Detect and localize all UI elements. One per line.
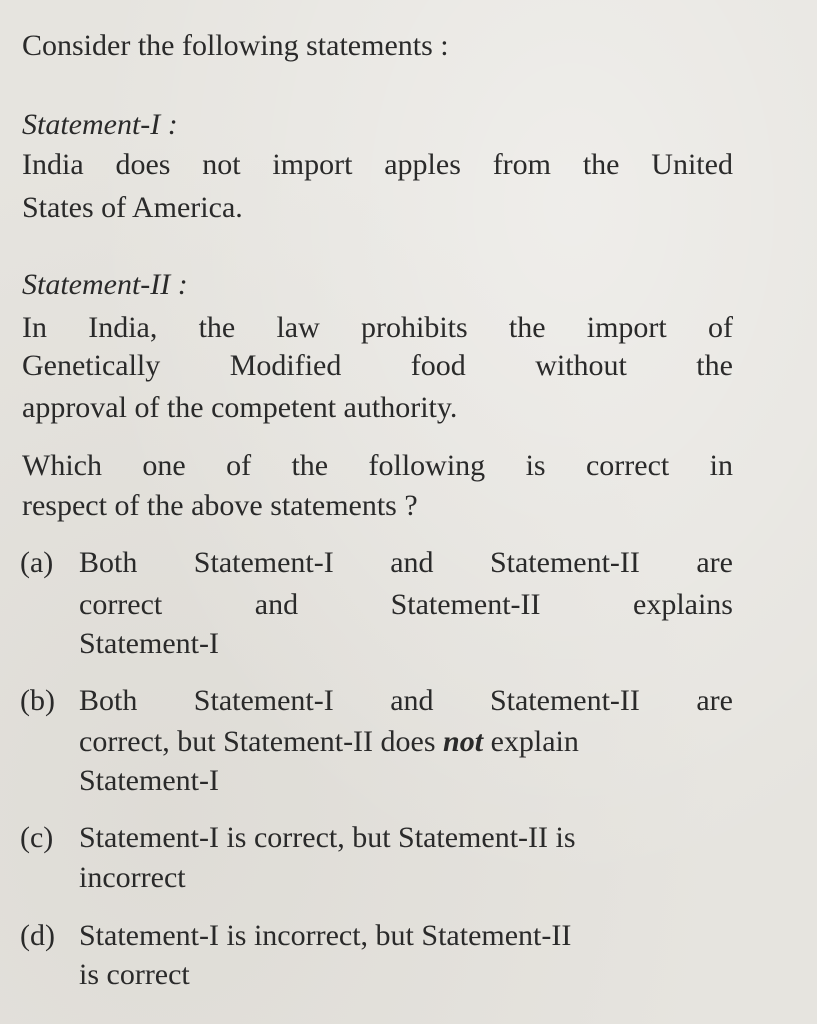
statement2-line3: approval of the competent authority. xyxy=(22,391,458,424)
word: India xyxy=(22,148,84,181)
word: correct xyxy=(585,449,670,482)
word: without xyxy=(535,349,627,382)
word: the xyxy=(508,311,546,344)
word: does xyxy=(115,148,171,181)
option-b-letter: (b) xyxy=(20,684,55,717)
word: and xyxy=(390,546,434,579)
word: and xyxy=(390,684,434,717)
statement1-label: Statement-I : xyxy=(22,108,178,141)
word: not xyxy=(202,148,241,181)
word: India, xyxy=(88,311,158,344)
word: Both xyxy=(79,546,138,579)
option-b-line2 xyxy=(79,727,733,757)
word: Both xyxy=(79,684,138,717)
word: one xyxy=(142,449,186,482)
word: Statement-II xyxy=(489,684,640,717)
statement2-line1 xyxy=(22,313,733,343)
word: Statement-I xyxy=(193,684,334,717)
word: Statement-I xyxy=(193,546,334,579)
word: prohibits xyxy=(361,311,468,344)
word: are xyxy=(696,546,733,579)
option-c-line1: Statement-I is correct, but Statement-II is xyxy=(79,821,576,854)
word: United xyxy=(651,148,733,181)
word: and xyxy=(254,588,299,621)
word: explains xyxy=(633,588,733,621)
word: correct xyxy=(79,588,163,621)
option-b-line1 xyxy=(79,686,733,716)
option-c-letter: (c) xyxy=(20,821,54,854)
option-d-letter: (d) xyxy=(20,919,55,952)
word: of xyxy=(226,449,252,482)
word: Statement-II xyxy=(390,588,541,621)
word: following xyxy=(368,449,486,482)
word: law xyxy=(276,311,320,344)
word: from xyxy=(492,148,552,181)
option-a-line1 xyxy=(79,548,733,578)
question-line1 xyxy=(22,451,733,481)
statement2-line2 xyxy=(22,351,733,381)
option-a-letter: (a) xyxy=(20,546,54,579)
word: Genetically xyxy=(22,349,161,382)
word: are xyxy=(696,684,733,717)
statement1-line2: States of America. xyxy=(22,191,243,224)
option-b-line3: Statement-I xyxy=(79,764,219,797)
word: Which xyxy=(22,449,102,482)
option-d-line2: is correct xyxy=(79,958,190,991)
word: is xyxy=(525,449,546,482)
word: Modified xyxy=(229,349,342,382)
question-line2: respect of the above statements ? xyxy=(22,489,418,522)
intro-text: Consider the following statements : xyxy=(22,29,449,62)
word: apples xyxy=(384,148,461,181)
option-c-line2: incorrect xyxy=(79,861,186,894)
word: In xyxy=(22,311,47,344)
statement1-line1 xyxy=(22,150,733,180)
word: the xyxy=(291,449,329,482)
statement2-label: Statement-II : xyxy=(22,268,188,301)
word: the xyxy=(198,311,236,344)
text: correct, but Statement-II does xyxy=(79,725,444,758)
word: the xyxy=(582,148,620,181)
emphasis-not: not xyxy=(443,725,484,758)
option-d-line1: Statement-I is incorrect, but Statement-II xyxy=(79,919,572,952)
word: of xyxy=(707,311,733,344)
word: import xyxy=(586,311,667,344)
option-a-line2 xyxy=(79,590,733,620)
word: in xyxy=(709,449,733,482)
word: import xyxy=(272,148,353,181)
text: explain xyxy=(483,725,579,758)
word: food xyxy=(410,349,466,382)
word: Statement-II xyxy=(489,546,640,579)
option-a-line3: Statement-I xyxy=(79,627,219,660)
word: the xyxy=(696,349,733,382)
